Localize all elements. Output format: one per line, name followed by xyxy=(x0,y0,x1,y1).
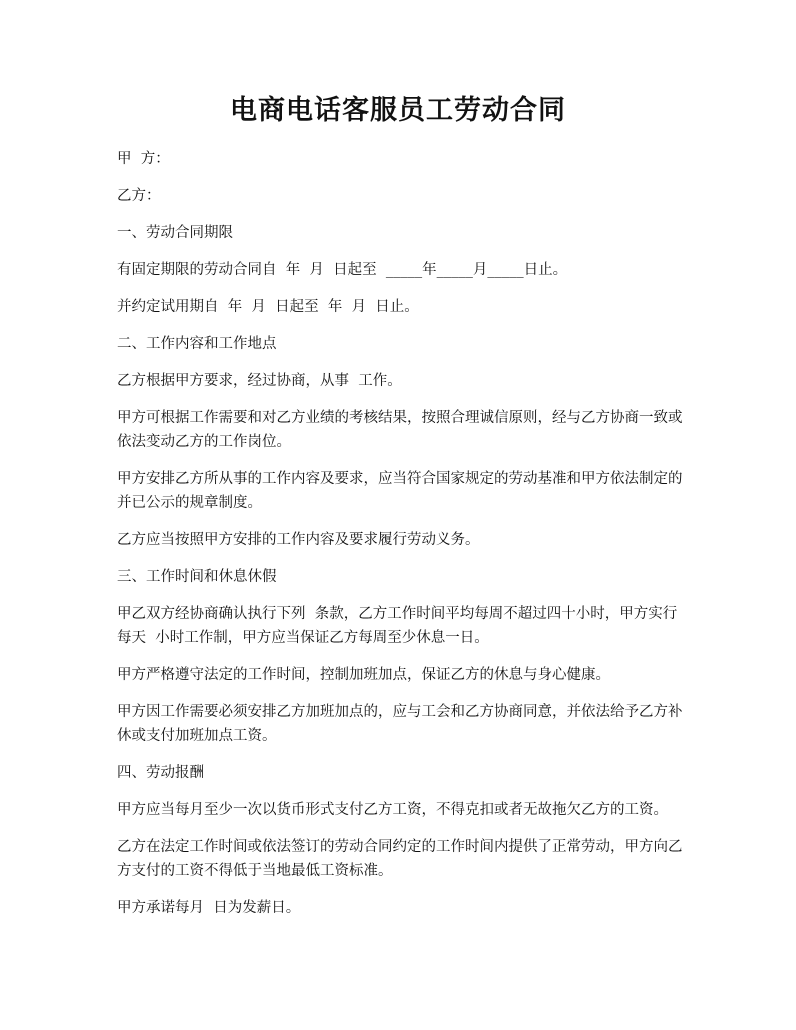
paragraph-probation: 并约定试用期自 年 月 日起至 年 月 日止。 xyxy=(117,299,419,315)
paragraph-minimum-wage: 乙方在法定工作时间或依法签订的劳动合同约定的工作时间内提供了正常劳动，甲方向乙方支付的工资不得低于当地最低工资标准。 xyxy=(117,839,683,879)
paragraph-job-assignment: 乙方根据甲方要求，经过协商，从事 工作。 xyxy=(117,373,402,389)
section-heading-remuneration: 四、劳动报酬 xyxy=(117,765,204,781)
party-b-line: 乙方： xyxy=(117,188,161,204)
section-heading-work-content: 二、工作内容和工作地点 xyxy=(117,336,277,352)
section-heading-term: 一、劳动合同期限 xyxy=(117,225,233,241)
paragraph-monthly-wage: 甲方应当每月至少一次以货币形式支付乙方工资，不得克扣或者无故拖欠乙方的工资。 xyxy=(117,802,668,818)
paragraph-overtime-compensation: 甲方因工作需要必须安排乙方加班加点的，应与工会和乙方协商同意，并依法给予乙方补休或支付加班加点工资。 xyxy=(117,704,683,744)
paragraph-overtime-control: 甲方严格遵守法定的工作时间，控制加班加点，保证乙方的休息与身心健康。 xyxy=(117,667,610,683)
paragraph-work-requirements: 甲方安排乙方所从事的工作内容及要求，应当符合国家规定的劳动基准和甲方依法制定的并已公示的规章制度。 xyxy=(117,471,683,511)
paragraph-payday: 甲方承诺每月 日为发薪日。 xyxy=(117,900,301,916)
party-a-line: 甲 方： xyxy=(117,151,170,167)
paragraph-work-schedule: 甲乙双方经协商确认执行下列 条款，乙方工作时间平均每周不超过四十小时，甲方实行每天 小时工作制，甲方应当保证乙方每周至少休息一日。 xyxy=(117,606,678,646)
paragraph-labor-duty: 乙方应当按照甲方安排的工作内容及要求履行劳动义务。 xyxy=(117,532,480,548)
paragraph-fixed-term: 有固定期限的劳动合同自 年 月 日起至 _____年_____月_____日止。 xyxy=(117,262,568,278)
document-title: 电商电话客服员工劳动合同 xyxy=(230,95,566,126)
paragraph-job-change: 甲方可根据工作需要和对乙方业绩的考核结果，按照合理诚信原则，经与乙方协商一致或依法变动乙方的工作岗位。 xyxy=(117,410,683,450)
document-body xyxy=(117,147,687,920)
section-heading-working-hours: 三、工作时间和休息休假 xyxy=(117,569,277,585)
